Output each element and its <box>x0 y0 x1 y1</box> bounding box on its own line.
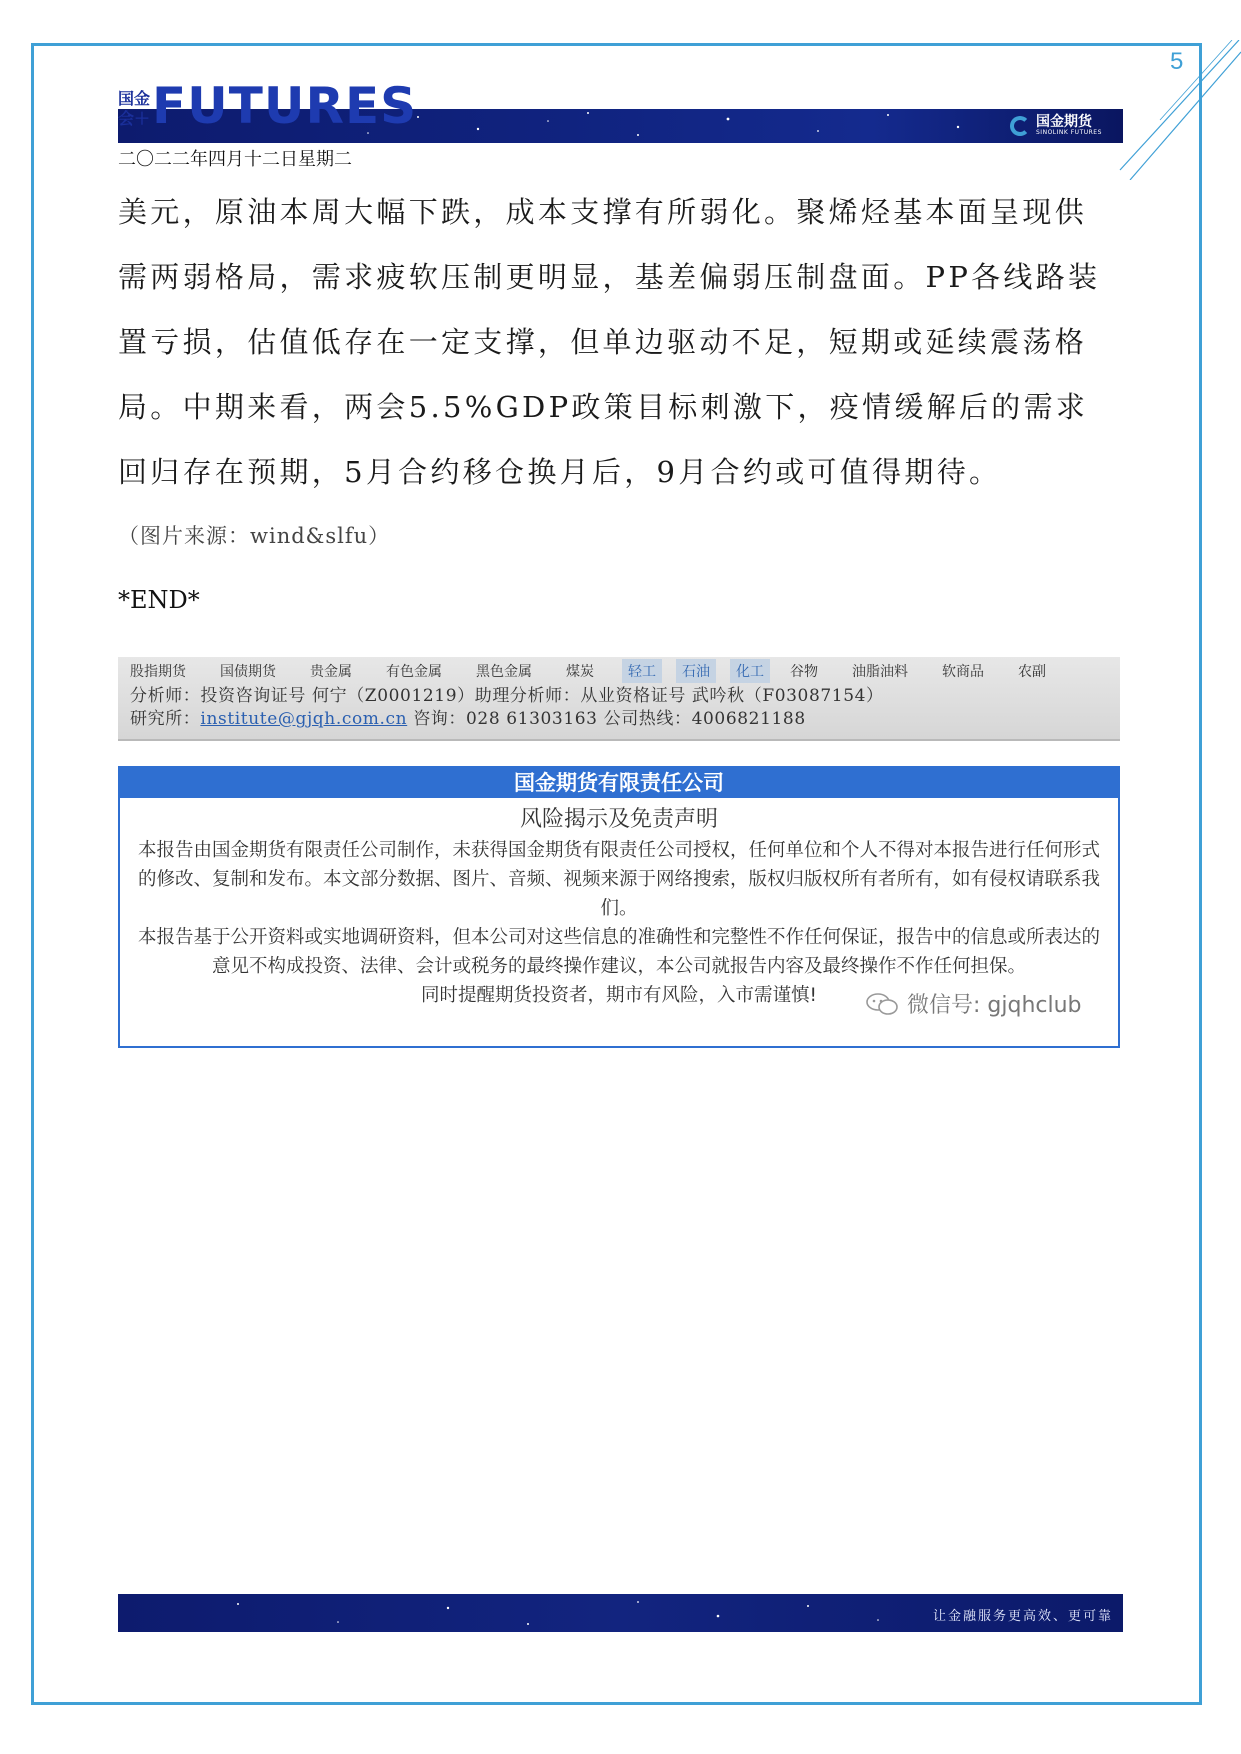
brand-name-en: SINOLINK FUTURES <box>1036 129 1102 136</box>
report-date: 二〇二二年四月十二日星期二 <box>118 149 352 170</box>
body-text <box>118 180 1118 505</box>
category-item[interactable]: 油脂油料 <box>852 664 908 680</box>
disclaimer-para-3: 同时提醒期货投资者，期市有风险，入市需谨慎! <box>421 985 817 1006</box>
brand-mark-icon <box>1010 116 1030 136</box>
institute-label: 研究所： <box>130 709 201 729</box>
analyst-line: 分析师：投资咨询证号 何宁（Z0001219）助理分析师：从业资格证号 武吟秋（F03087154） <box>130 686 884 706</box>
category-item[interactable]: 股指期货 <box>130 664 186 680</box>
wechat-icon <box>865 992 899 1016</box>
image-source: （图片来源：wind&slfu） <box>118 524 391 548</box>
body-paragraph: 美元，原油本周大幅下跌，成本支撑有所弱化。聚烯烃基本面呈现供需两弱格局，需求疲软压制更明显，基差偏弱压制盘面。PP各线路装置亏损，估值低存在一定支撑，但单边驱动不足，短期或延续震荡格局。中期来看，两会5.5%GDP政策目标刺激下，疫情缓解后的需求回归存在预期，5月合约移仓换月后，9月合约或可值得期待。 <box>118 195 1101 489</box>
category-item-highlighted[interactable]: 化工 <box>730 659 770 683</box>
category-list <box>118 657 1120 685</box>
disclaimer-para-2: 本报告基于公开资料或实地调研资料，但本公司对这些信息的准确性和完整性不作任何保证，报告中的信息或所表达的意见不构成投资、法律、会计或税务的最终操作建议，本公司就报告内容及最终操作不作任何担保。 <box>137 927 1100 977</box>
disclaimer-company: 国金期货有限责任公司 <box>120 768 1118 798</box>
starfield-decoration <box>118 1594 918 1632</box>
logo-cn: 国金会＋ <box>118 89 151 128</box>
contact-info: 咨询：028 61303163 公司热线：4006821188 <box>407 709 806 729</box>
category-item-highlighted[interactable]: 石油 <box>676 659 716 683</box>
category-item[interactable]: 黑色金属 <box>476 664 532 680</box>
category-item[interactable]: 贵金属 <box>310 664 352 680</box>
disclaimer-para-1: 本报告由国金期货有限责任公司制作，未获得国金期货有限责任公司授权，任何单位和个人不得对本报告进行任何形式的修改、复制和发布。本文部分数据、图片、音频、视频来源于网络搜索，版权归版权所有者所有，如有侵权请联系我们。 <box>137 840 1100 919</box>
disclaimer-box <box>118 766 1120 1048</box>
footer-band <box>118 1594 1123 1632</box>
logo-futures: FUTURES <box>152 77 418 135</box>
category-item[interactable]: 国债期货 <box>220 664 276 680</box>
category-item[interactable]: 农副 <box>1018 664 1046 680</box>
contact-line <box>118 708 1120 731</box>
category-item[interactable]: 有色金属 <box>386 664 442 680</box>
wechat-watermark <box>865 988 1082 1019</box>
disclaimer-heading: 风险揭示及免责声明 <box>519 807 718 832</box>
category-item[interactable]: 煤炭 <box>566 664 594 680</box>
brand-logo <box>1010 113 1102 139</box>
page-number: 5 <box>1170 48 1184 75</box>
category-item[interactable]: 软商品 <box>942 664 984 680</box>
wechat-id: 微信号: gjqhclub <box>907 993 1082 1018</box>
footer-slogan: 让金融服务更高效、更可靠 <box>932 1609 1113 1624</box>
category-item-highlighted[interactable]: 轻工 <box>622 659 662 683</box>
category-item[interactable]: 谷物 <box>790 664 818 680</box>
institute-email-link[interactable]: institute@gjqh.com.cn <box>200 709 408 729</box>
category-bar <box>118 657 1120 741</box>
end-mark: *END* <box>118 586 200 614</box>
brand-name-cn: 国金期货 <box>1036 114 1092 130</box>
